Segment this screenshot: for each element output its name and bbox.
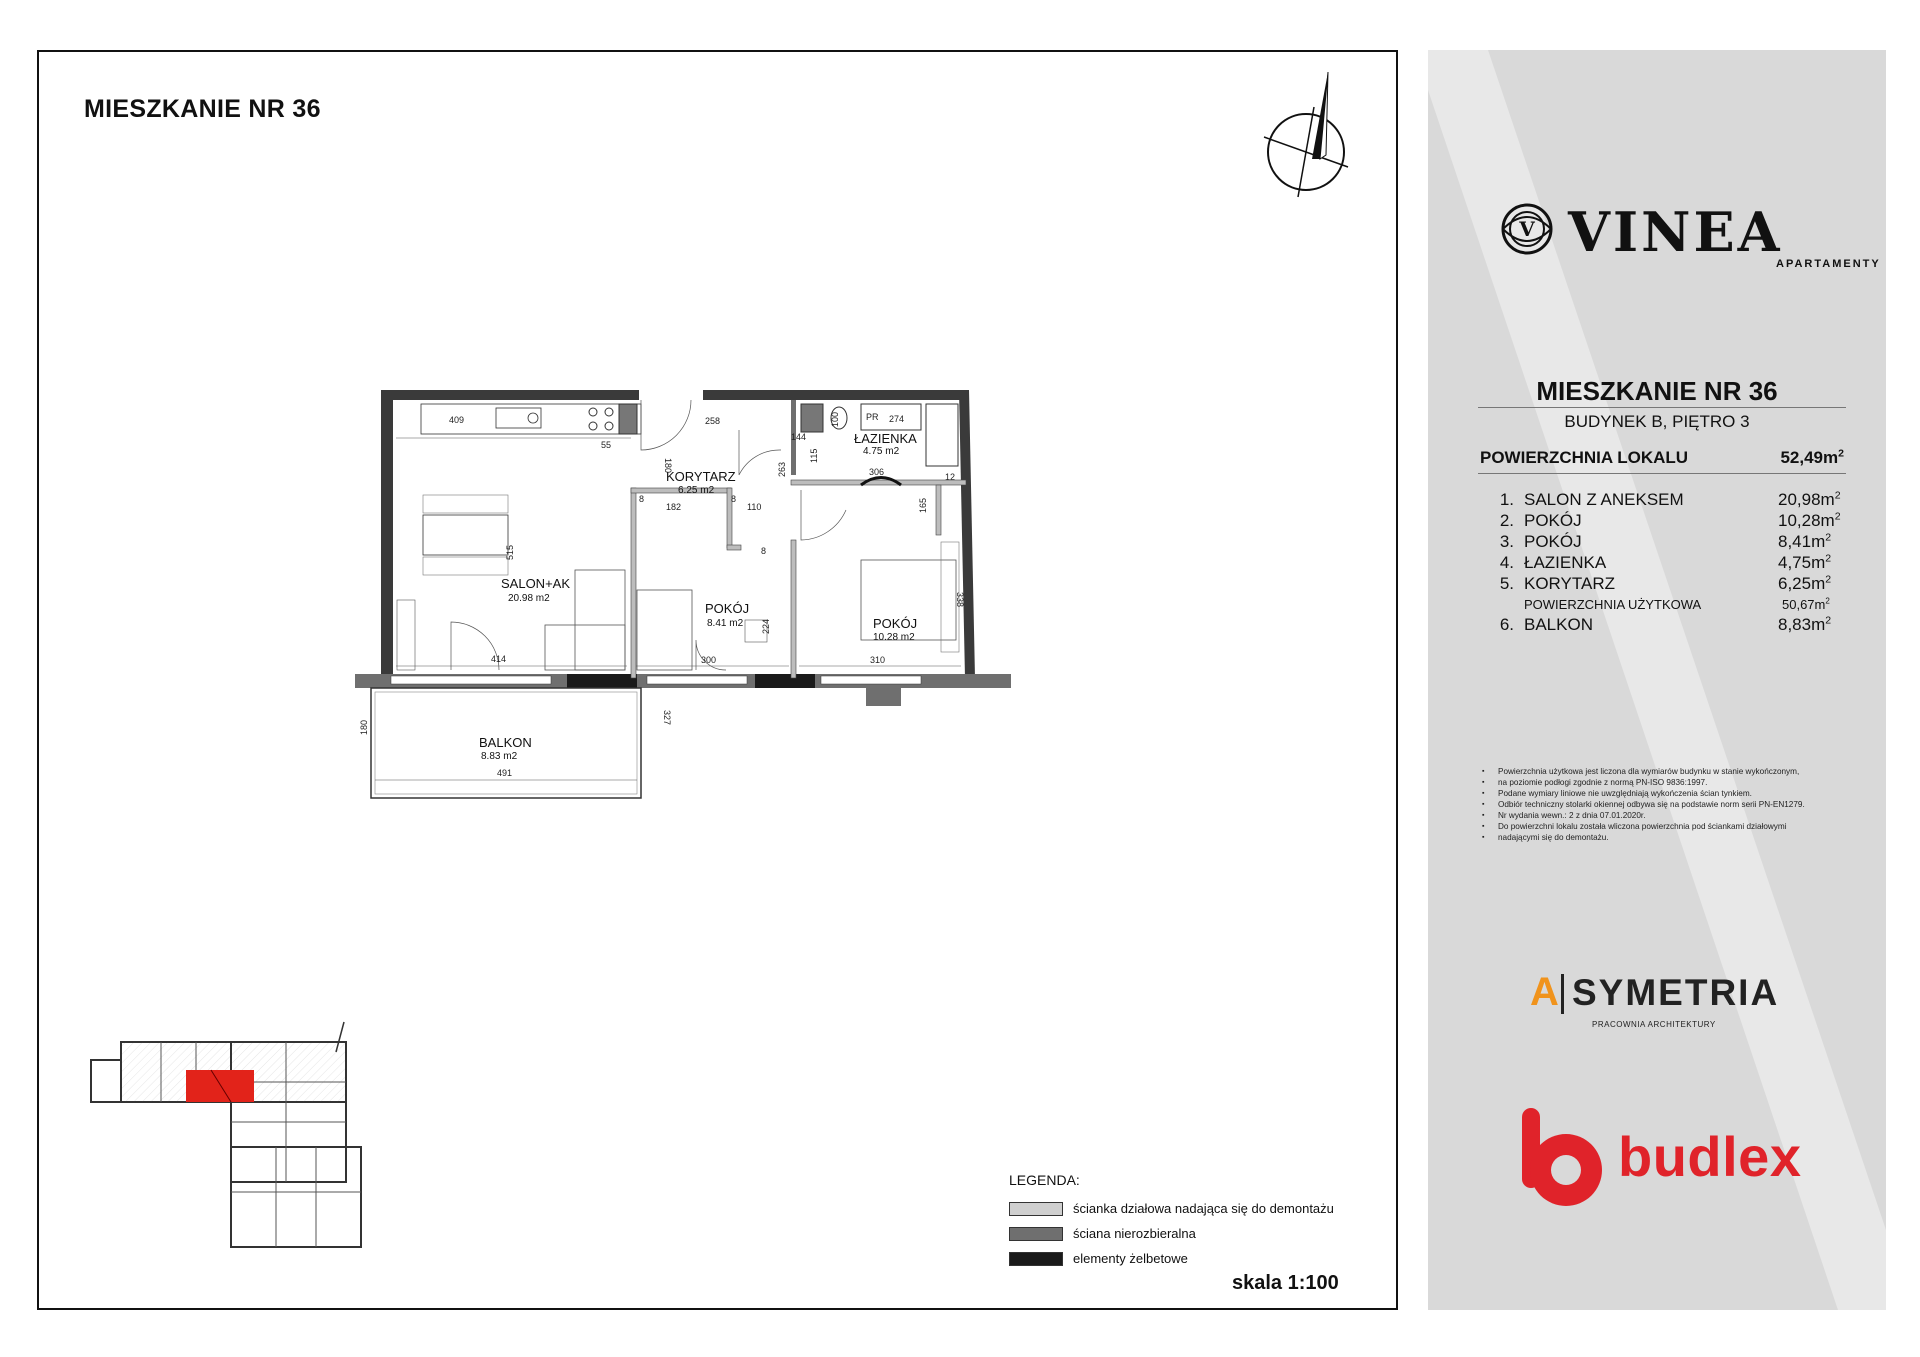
scale-label: skala 1:100: [1232, 1272, 1339, 1294]
balcony-row: 6. BALKON $8,83m^2$: [1499, 614, 1832, 634]
dim-bath-274: 274: [889, 414, 905, 424]
dim-bath-165: 165: [918, 497, 928, 513]
legend: [1009, 1172, 1389, 1271]
floor-plan-sheet: [37, 50, 1398, 1310]
room-area-pokoj-large: 10.28 m2: [873, 632, 915, 643]
symetria-wordmark: SYMETRIA: [1572, 972, 1780, 1013]
dim-corr-180: 180: [663, 458, 673, 474]
budlex-logo: [1518, 1108, 1818, 1218]
room-row: 4. ŁAZIENKA $4,75m^2$: [1499, 552, 1832, 572]
dim-bath-100: 100: [830, 411, 840, 427]
legend-swatch-concrete: [1009, 1252, 1063, 1266]
dim-bath-115: 115: [809, 448, 819, 463]
divider: [1478, 407, 1846, 408]
building-key-plan: [86, 1022, 376, 1252]
dim-salon-414: 414: [491, 654, 507, 664]
info-panel: [1428, 50, 1886, 1310]
legend-swatch-permanent-wall: [1009, 1227, 1063, 1241]
symetria-subtitle: PRACOWNIA ARCHITEKTURY: [1592, 1020, 1716, 1029]
vinea-emblem-icon: [1498, 200, 1556, 258]
legend-label: elementy żelbetowe: [1073, 1251, 1188, 1266]
footnote: ▪ Odbiór techniczny stolarki okiennej odbywa się na podstawie norm serii PN-EN1279.: [1478, 799, 1838, 810]
floor-plan: [361, 390, 1231, 970]
wall-top-left: [381, 390, 639, 400]
room-row: 1. SALON Z ANEKSEM $20,98m^2$: [1499, 489, 1841, 509]
footnote: ▪ na poziomie podłogi zgodnie z normą PN-ISO 9836:1997.: [1478, 777, 1838, 788]
symetria-bar: [1561, 974, 1564, 1014]
total-area-label: POWIERZCHNIA LOKALU: [1480, 448, 1689, 467]
wall-left: [381, 390, 393, 678]
footnote: ▪ Nr wydania wewn.: 2 z dnia 07.01.2020r.: [1478, 810, 1838, 821]
symetria-letter: A: [1530, 970, 1559, 1014]
room-area-salon: 20.98 m2: [508, 593, 550, 604]
symetria-logo: [1530, 970, 1800, 1040]
dim-corr-182: 182: [666, 502, 682, 512]
dim-bath-306: 306: [869, 467, 885, 477]
dim-wall-12: 12: [945, 472, 956, 482]
footnote: ▪ nadającymi się do demontażu.: [1478, 832, 1838, 843]
legend-swatch-removable-wall: [1009, 1202, 1063, 1216]
wall-top-right: [703, 390, 969, 400]
room-list: [1488, 490, 1848, 636]
dim-balkon-491: 491: [497, 768, 513, 778]
room-name-pokoj-small: POKÓJ: [705, 601, 750, 616]
highlighted-apartment: [186, 1070, 254, 1102]
dim-pokoj-224: 224: [761, 618, 771, 634]
legend-label: ściana nierozbieralna: [1073, 1226, 1196, 1241]
room-area-lazienka: 4.75 m2: [863, 446, 900, 457]
dim-wall-8c: 8: [761, 546, 767, 556]
footnote: ▪ Podane wymiary liniowe nie uwzględniają wykończenia ścian tynkiem.: [1478, 788, 1838, 799]
room-name-lazienka: ŁAZIENKA: [854, 431, 917, 446]
room-area-pokoj-small: 8.41 m2: [707, 618, 744, 629]
sheet-title: MIESZKANIE NR 36: [84, 95, 321, 123]
footnotes: [1478, 766, 1838, 843]
room-name-balkon: BALKON: [479, 735, 532, 750]
budlex-wordmark: budlex: [1618, 1125, 1802, 1188]
dim-pokoj-300: 300: [701, 655, 717, 665]
room-row: 2. POKÓJ $10,28m^2$: [1499, 510, 1841, 530]
svg-text:V: V: [1519, 217, 1535, 241]
room-area-korytarz: 6.25 m2: [678, 485, 715, 496]
dim-kitchen-depth: 55: [601, 440, 612, 450]
dim-bath-263: 263: [777, 461, 787, 477]
dining-table: [423, 515, 508, 555]
vinea-subtitle: APARTAMENTY: [1776, 258, 1881, 270]
budlex-b-icon: [1518, 1108, 1608, 1208]
room-name-salon: SALON+AK: [501, 576, 571, 591]
legend-label: ścianka działowa nadająca się do demontażu: [1073, 1201, 1334, 1216]
room-area-balkon: 8.83 m2: [481, 751, 518, 762]
dim-bath-144: 144: [791, 432, 807, 442]
dim-corr-258: 258: [705, 416, 721, 426]
dim-pokoj-327: 327: [662, 710, 672, 726]
dim-pokoj-310: 310: [870, 655, 886, 665]
vinea-wordmark: VINEA: [1568, 200, 1783, 264]
legend-title: LEGENDA:: [1009, 1172, 1080, 1188]
dim-corr-110: 110: [747, 502, 762, 512]
legend-item: [1009, 1246, 1389, 1271]
fixture-label-pr: PR: [866, 412, 879, 422]
vinea-logo: [1498, 200, 1881, 270]
total-area-value: $52,49m^2$: [1780, 447, 1844, 467]
footnote: ▪ Do powierzchni lokalu została wliczona powierzchnia pod ściankami działowymi: [1478, 821, 1838, 832]
dim-kitchen-length: 409: [449, 415, 465, 425]
sofa: [575, 570, 625, 670]
usable-area-row: POWIERZCHNIA UŻYTKOWA $50,67m^2$: [1524, 596, 1830, 612]
dim-wall-8a: 8: [639, 494, 645, 504]
room-name-pokoj-large: POKÓJ: [873, 616, 918, 631]
apartment-subtitle: BUDYNEK B, PIĘTRO 3: [1564, 412, 1750, 431]
dim-wall-8b: 8: [731, 494, 737, 504]
north-arrow-icon: [1256, 67, 1366, 207]
room-row: 5. KORYTARZ $6,25m^2$: [1499, 573, 1832, 593]
dim-salon-515: 515: [505, 544, 515, 560]
legend-item: [1009, 1196, 1389, 1221]
footnote: ▪ Powierzchnia użytkowa jest liczona dla wymiarów budynku w stanie wykończonym,: [1478, 766, 1838, 777]
legend-item: [1009, 1221, 1389, 1246]
dim-pokoj-338: 338: [955, 592, 965, 608]
wall-right: [959, 390, 975, 678]
total-area-row: [1478, 448, 1846, 474]
dim-balkon-180: 180: [359, 719, 369, 735]
room-row: 3. POKÓJ $8,41m^2$: [1499, 531, 1832, 551]
room-name-korytarz: KORYTARZ: [666, 469, 736, 484]
apartment-title: MIESZKANIE NR 36: [1536, 376, 1778, 406]
